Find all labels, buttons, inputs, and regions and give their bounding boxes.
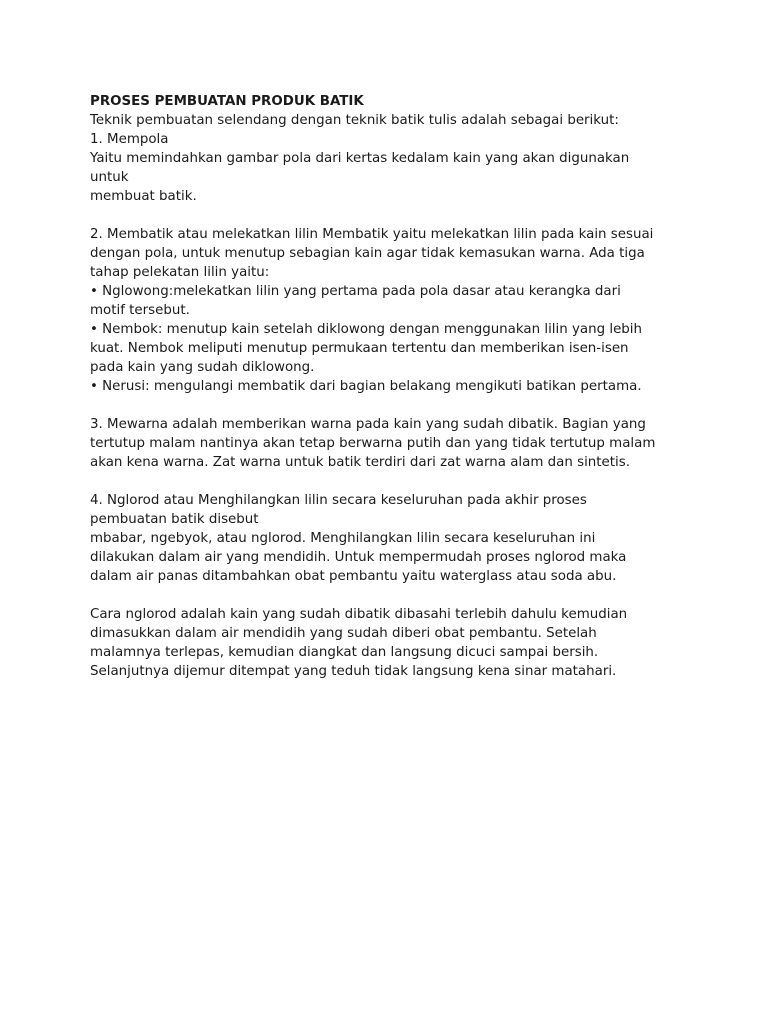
section-cara-nglorod <box>90 605 690 681</box>
text-line: untuk <box>90 170 129 185</box>
text-line: tertutup malam nantinya akan tetap berwarna putih dan yang tidak tertutup malam <box>90 436 656 451</box>
paragraph-gap <box>90 586 690 605</box>
bullet-nembok: • Nembok: menutup kain setelah diklowong dengan menggunakan lilin yang lebih <box>90 322 643 337</box>
paragraph-gap <box>90 206 690 225</box>
text-line: Selanjutnya dijemur ditempat yang teduh tidak langsung kena sinar matahari. <box>90 664 617 679</box>
bullet-nerusi: • Nerusi: mengulangi membatik dari bagian belakang mengikuti batikan pertama. <box>90 379 642 394</box>
paragraph-gap <box>90 472 690 491</box>
paragraph-gap <box>90 396 690 415</box>
section-nglorod <box>90 491 690 586</box>
text-line: motif tersebut. <box>90 303 190 318</box>
text-line: dalam air panas ditambahkan obat pembantu yaitu waterglass atau soda abu. <box>90 569 617 584</box>
text-line: tahap pelekatan lilin yaitu: <box>90 265 270 280</box>
text-line: membuat batik. <box>90 189 197 204</box>
document-title: PROSES PEMBUATAN PRODUK BATIK <box>90 94 364 109</box>
section-4-heading: 4. Nglorod atau Menghilangkan lilin secara keseluruhan pada akhir proses <box>90 493 587 508</box>
section-mewarna <box>90 415 690 472</box>
section-2-heading: 2. Membatik atau melekatkan lilin Membatik yaitu melekatkan lilin pada kain sesuai <box>90 227 654 242</box>
section-membatik <box>90 225 690 396</box>
bullet-nglowong: • Nglowong:melekatkan lilin yang pertama pada pola dasar atau kerangka dari <box>90 284 621 299</box>
section-1-heading: 1. Mempola <box>90 132 169 147</box>
intro-text: Teknik pembuatan selendang dengan teknik batik tulis adalah sebagai berikut: <box>90 113 619 128</box>
text-line: kuat. Nembok meliputi menutup permukaan tertentu dan memberikan isen-isen <box>90 341 629 356</box>
text-line: pembuatan batik disebut <box>90 512 259 527</box>
text-line: malamnya terlepas, kemudian diangkat dan langsung dicuci sampai bersih. <box>90 645 599 660</box>
section-mempola <box>90 130 690 206</box>
text-line: dimasukkan dalam air mendidih yang sudah diberi obat pembantu. Setelah <box>90 626 597 641</box>
text-line: Yaitu memindahkan gambar pola dari kertas kedalam kain yang akan digunakan <box>90 151 630 166</box>
text-line: Cara nglorod adalah kain yang sudah dibatik dibasahi terlebih dahulu kemudian <box>90 607 628 622</box>
document-page <box>90 92 690 681</box>
text-line: pada kain yang sudah diklowong. <box>90 360 315 375</box>
text-line: dilakukan dalam air yang mendidih. Untuk mempermudah proses nglorod maka <box>90 550 627 565</box>
text-line: akan kena warna. Zat warna untuk batik terdiri dari zat warna alam dan sintetis. <box>90 455 630 470</box>
text-line: mbabar, ngebyok, atau nglorod. Menghilangkan lilin secara keseluruhan ini <box>90 531 596 546</box>
section-3-heading: 3. Mewarna adalah memberikan warna pada kain yang sudah dibatik. Bagian yang <box>90 417 646 432</box>
text-line: dengan pola, untuk menutup sebagian kain agar tidak kemasukan warna. Ada tiga <box>90 246 645 261</box>
